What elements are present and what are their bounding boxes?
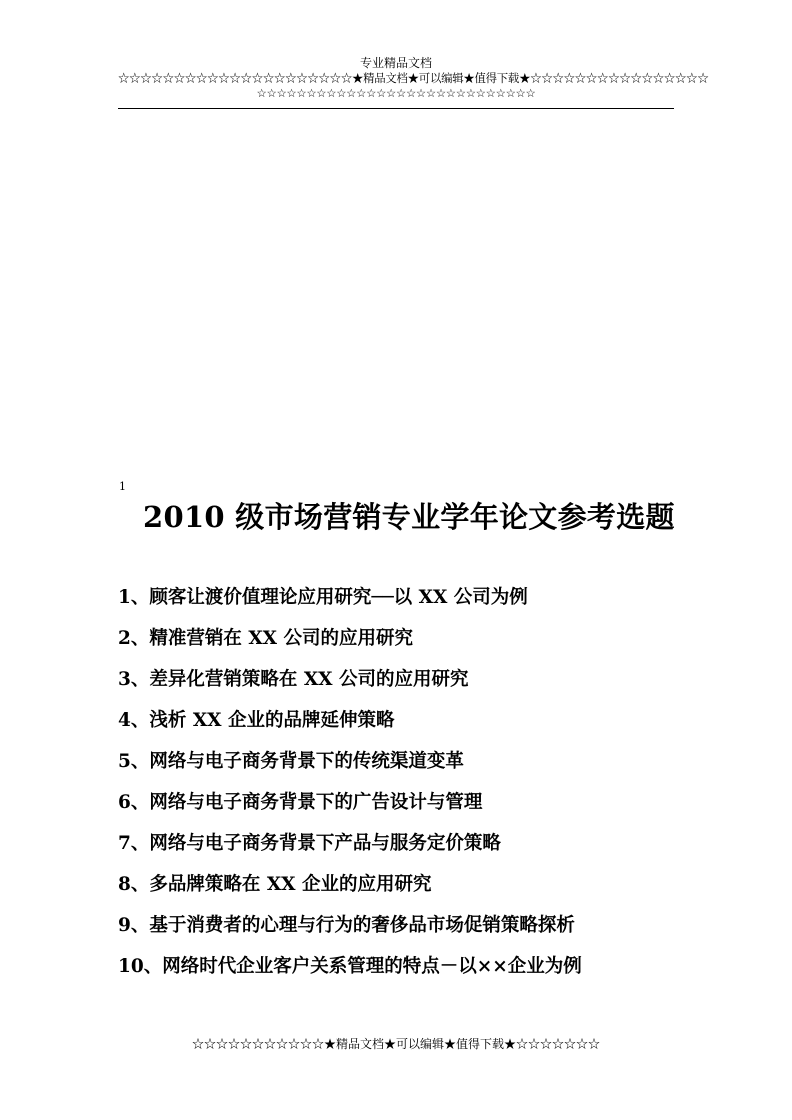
topic-item-6: 6、网络与电子商务背景下的广告设计与管理 (118, 792, 483, 813)
topic-item-3: 3、差异化营销策略在 XX 公司的应用研究 (118, 669, 469, 690)
header-title: 专业精品文档 (359, 56, 432, 70)
topic-list (118, 582, 582, 992)
header-divider (118, 108, 674, 109)
header-stars-line-2: ☆☆☆☆☆☆☆☆☆☆☆☆☆☆☆☆☆☆☆☆☆☆☆☆☆☆☆☆ (256, 86, 536, 100)
document-title: 2010 级市场营销专业学年论文参考选题 (143, 500, 675, 534)
topic-item-5: 5、网络与电子商务背景下的传统渠道变革 (118, 751, 464, 772)
topic-item-4: 4、浅析 XX 企业的品牌延伸策略 (118, 710, 395, 731)
topic-item-1: 1、顾客让渡价值理论应用研究──以 XX 公司为例 (118, 587, 528, 608)
topic-item-7: 7、网络与电子商务背景下产品与服务定价策略 (118, 833, 501, 854)
page-mark: 1 (119, 480, 126, 493)
topic-item-8: 8、多品牌策略在 XX 企业的应用研究 (118, 874, 432, 895)
page-header (118, 56, 709, 101)
header-stars-line-1: ☆☆☆☆☆☆☆☆☆☆☆☆☆☆☆☆☆☆☆☆☆★精品文档★可以编辑★值得下载★☆☆☆☆☆☆☆☆☆☆☆☆☆☆☆☆ (118, 71, 709, 85)
page-footer: ☆☆☆☆☆☆☆☆☆☆☆★精品文档★可以编辑★值得下载★☆☆☆☆☆☆☆ (191, 1037, 600, 1051)
topic-item-10: 10、网络时代企业客户关系管理的特点－以××企业为例 (118, 956, 582, 977)
topic-item-2: 2、精准营销在 XX 公司的应用研究 (118, 628, 413, 649)
topic-item-9: 9、基于消费者的心理与行为的奢侈品市场促销策略探析 (118, 915, 575, 936)
